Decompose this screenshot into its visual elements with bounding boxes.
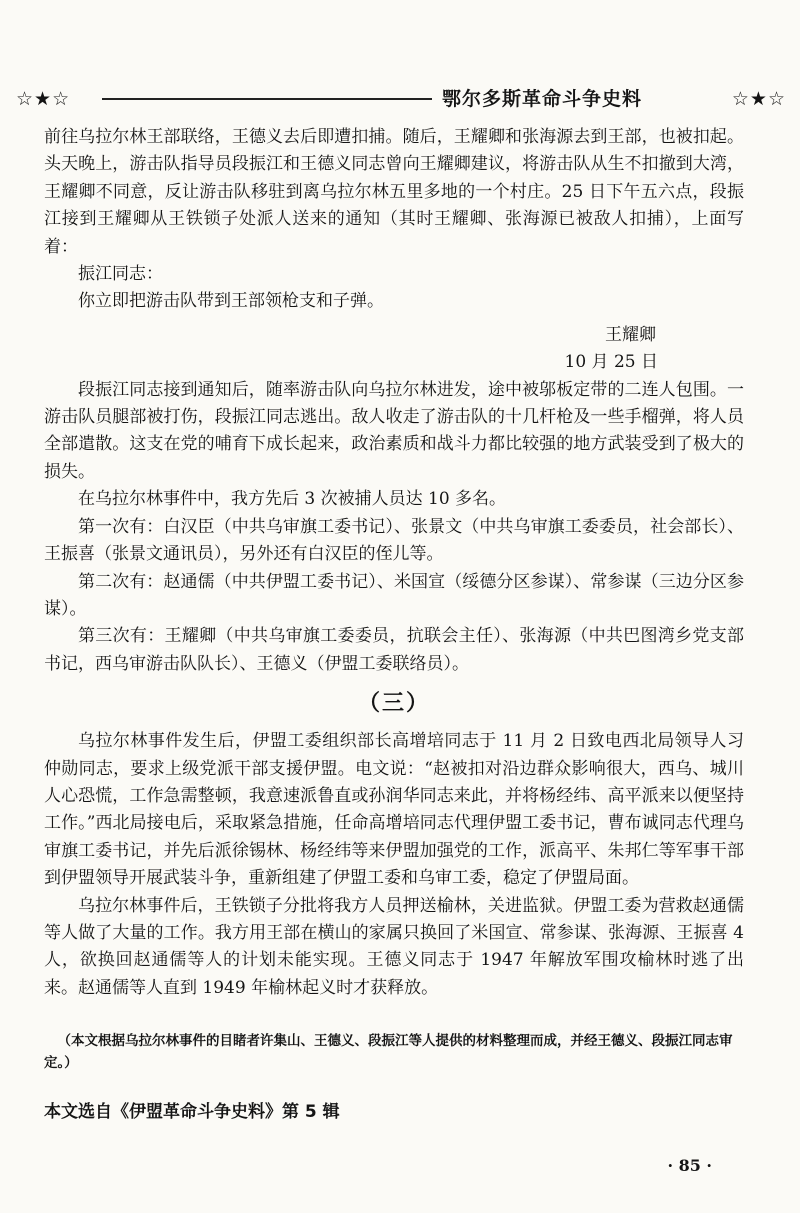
- header-rule: [102, 98, 432, 100]
- page-number: · 85 ·: [667, 1156, 712, 1175]
- section-heading: （三）: [357, 690, 430, 717]
- letter-signature: 王耀卿: [605, 324, 656, 345]
- letter-body: 你立即把游击队带到王部领枪支和子弹。: [78, 291, 384, 312]
- source-note: [44, 1030, 756, 1074]
- paragraph-1: 前往乌拉尔林王部联络，王德义去后即遭扣捕。随后，王耀卿和张海源去到王部，也被扣起。头天晚上，游击队指导员段振江和王德义同志曾向王耀卿建议，将游击队从生不扣撤到大湾，王耀卿不同意，反让游击队移驻到离乌拉尔林五里多地的一个村庄。25 日下午五六点，段振江接到王耀卿从王铁锁子处派人送来的通知（其时王耀卿、张海源已被敌人扣捕），上面写着：: [44, 127, 744, 257]
- header-stars-right: ☆★☆: [731, 88, 786, 110]
- header-title: 鄂尔多斯革命斗争史料: [442, 88, 643, 110]
- paragraph-5: 第二次有：赵通儒（中共伊盟工委书记）、米国宣（绥德分区参谋）、常参谋（三边分区参谋）。: [44, 571, 744, 619]
- paragraph-6: 第三次有：王耀卿（中共乌审旗工委委员，抗联会主任）、张海源（中共巴图湾乡党支部书记，西乌审游击队队长）、王德义（伊盟工委联络员）。: [44, 626, 744, 674]
- letter-date: 10 月 25 日: [564, 352, 658, 373]
- header-stars-left: ☆★☆: [16, 88, 71, 110]
- running-header: [16, 86, 786, 112]
- body-text: [44, 124, 744, 1002]
- paragraph-8: 乌拉尔林事件后，王铁锁子分批将我方人员押送榆林，关进监狱。伊盟工委为营救赵通儒等人做了大量的工作。我方用王部在横山的家属只换回了米国宣、常参谋、张海源、王振喜 4 人，欲换回赵通儒等人的计划未能实现。王德义同志于 1947 年解放军围攻榆林时逃了出来。赵通儒等人直到 1949 年榆林起义时才获释放。: [44, 895, 744, 998]
- letter-salutation: 振江同志：: [78, 264, 163, 285]
- note-text: （本文根据乌拉尔林事件的目睹者许集山、王德义、段振江等人提供的材料整理而成，并经王德义、段振江同志审定。）: [44, 1033, 733, 1071]
- paragraph-7: 乌拉尔林事件发生后，伊盟工委组织部长高增培同志于 11 月 2 日致电西北局领导人习仲勋同志，要求上级党派干部支援伊盟。电文说：“赵被扣对沿边群众影响很大，西乌、城川人心恐慌，工作急需整顿，我意速派鲁直或孙润华同志来此，并将杨经纬、高平派来以便坚持工作。”西北局接电后，采取紧急措施，任命高增培同志代理伊盟工委书记，曹布诚同志代理乌审旗工委书记，并先后派徐锡林、杨经纬等来伊盟加强党的工作，派高平、朱邦仁等军事干部到伊盟领导开展武装斗争，重新组建了伊盟工委和乌审工委，稳定了伊盟局面。: [44, 731, 744, 889]
- paragraph-3: 在乌拉尔林事件中，我方先后 3 次被捕人员达 10 多名。: [78, 489, 507, 510]
- paragraph-2: 段振江同志接到通知后，随率游击队向乌拉尔林进发，途中被邬板定带的二连人包围。一游击队员腿部被打伤，段振江同志逃出。敌人收走了游击队的十几杆枪及一些手榴弹，将人员全部遣散。这支在党的哺育下成长起来，政治素质和战斗力都比较强的地方武装受到了极大的损失。: [44, 379, 744, 482]
- paragraph-4: 第一次有：白汉臣（中共乌审旗工委书记）、张景文（中共乌审旗工委委员，社会部长）、王振喜（张景文通讯员），另外还有白汉臣的侄儿等。: [44, 516, 744, 565]
- source-citation: 本文选自《伊盟革命斗争史料》第 5 辑: [44, 1102, 340, 1122]
